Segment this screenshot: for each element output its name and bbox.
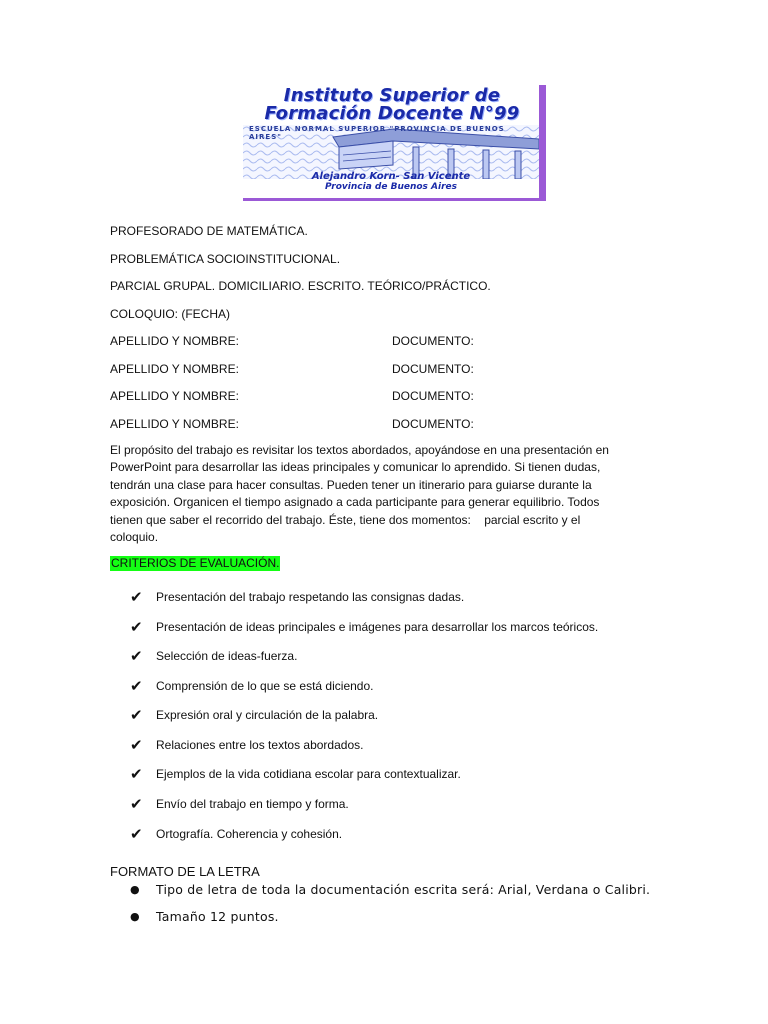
checkmark-icon: ✔ <box>130 795 143 813</box>
checkmark-icon: ✔ <box>130 677 143 695</box>
student-document-label: DOCUMENTO: <box>392 334 474 348</box>
student-document-label: DOCUMENTO: <box>392 417 474 431</box>
criteria-item-text: Ortografía. Coherencia y cohesión. <box>156 827 343 841</box>
student-document-label: DOCUMENTO: <box>392 389 474 403</box>
student-name-label: APELLIDO Y NOMBRE: <box>110 417 239 431</box>
checkmark-icon: ✔ <box>130 706 143 724</box>
checkmark-icon: ✔ <box>130 618 143 636</box>
criteria-heading: CRITERIOS DE EVALUACIÓN. <box>111 556 280 570</box>
checkmark-icon: ✔ <box>130 588 143 606</box>
criteria-item <box>130 736 363 754</box>
criteria-item-text: Ejemplos de la vida cotidiana escolar para contextualizar. <box>156 767 461 781</box>
student-name-label: APELLIDO Y NOMBRE: <box>110 334 239 348</box>
checkmark-icon: ✔ <box>130 825 143 843</box>
bullet-icon: ● <box>130 883 140 896</box>
student-name-label: APELLIDO Y NOMBRE: <box>110 362 239 376</box>
criteria-item-text: Relaciones entre los textos abordados. <box>156 738 364 752</box>
criteria-item <box>130 588 464 606</box>
checkmark-icon: ✔ <box>130 736 143 754</box>
criteria-item <box>130 825 342 843</box>
criteria-item-text: Comprensión de lo que se está diciendo. <box>156 679 374 693</box>
criteria-item <box>130 765 461 783</box>
subject-title: PROBLEMÁTICA SOCIOINSTITUCIONAL. <box>110 252 341 266</box>
format-item-text: Tamaño 12 puntos. <box>156 909 279 924</box>
criteria-item-text: Presentación de ideas principales e imágenes para desarrollar los marcos teóricos. <box>156 620 599 634</box>
logo-subtitle-line1: Alejandro Korn- San Vicente <box>311 171 471 182</box>
criteria-item <box>130 677 373 695</box>
logo-title-line1: Instituto Superior de <box>283 85 501 106</box>
format-item-text: Tipo de letra de toda la documentación escrita será: Arial, Verdana o Calibri. <box>156 882 651 897</box>
bullet-icon: ● <box>130 910 140 923</box>
format-item <box>130 881 650 899</box>
criteria-item-text: Envío del trabajo en tiempo y forma. <box>156 797 349 811</box>
exam-type: PARCIAL GRUPAL. DOMICILIARIO. ESCRITO. TEÓRICO/PRÁCTICO. <box>110 279 491 293</box>
logo-title-line2: Formación Docente N°99 <box>264 103 520 124</box>
checkmark-icon: ✔ <box>130 647 143 665</box>
criteria-item <box>130 618 598 636</box>
student-name-label: APELLIDO Y NOMBRE: <box>110 389 239 403</box>
criteria-item <box>130 795 349 813</box>
logo-subtitle-line2: Provincia de Buenos Aires <box>324 182 457 192</box>
criteria-item <box>130 647 297 665</box>
format-item <box>130 908 279 926</box>
criteria-item-text: Selección de ideas-fuerza. <box>156 649 298 663</box>
logo-arc-text: ESCUELA NORMAL SUPERIOR "PROVINCIA DE BUENOS AIRES" <box>249 125 505 141</box>
colloquium-date: COLOQUIO: (FECHA) <box>110 307 231 321</box>
criteria-item-text: Presentación del trabajo respetando las consignas dadas. <box>156 590 465 604</box>
career-title: PROFESORADO DE MATEMÁTICA. <box>110 224 308 238</box>
criteria-item <box>130 706 378 724</box>
criteria-item-text: Expresión oral y circulación de la palabra. <box>156 708 379 722</box>
format-heading: FORMATO DE LA LETRA <box>110 864 260 879</box>
institute-logo <box>243 85 546 201</box>
student-document-label: DOCUMENTO: <box>392 362 474 376</box>
checkmark-icon: ✔ <box>130 765 143 783</box>
intro-paragraph: El propósito del trabajo es revisitar los textos abordados, apoyándose en una presentación en PowerPoint para desarrollar las ideas principales y comunicar lo aprendido. Si tienen dudas, tendrán una clase para hacer consultas. Pueden tener un itinerario para guiarse durante la exposición. Organicen el tiempo asignado a cada participante para generar equilibrio. Todos tienen que saber el recorrido del trabajo. Éste, tiene dos momentos: parcial escrito y el coloquio. <box>110 443 609 545</box>
